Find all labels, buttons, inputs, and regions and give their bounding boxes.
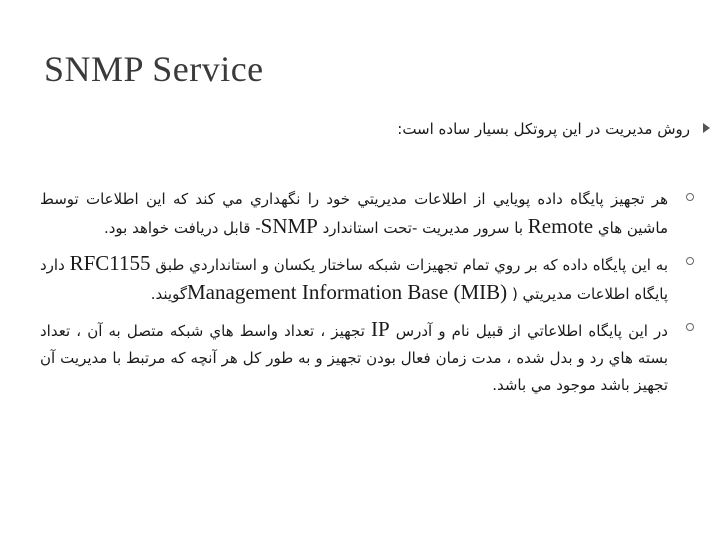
- sub-bullet-1: [40, 186, 668, 242]
- circle-bullet-icon: [686, 193, 694, 201]
- term-snmp: SNMP: [260, 214, 318, 238]
- sub-bullet-list: [40, 186, 668, 407]
- slide-title: SNMP Service: [44, 49, 264, 89]
- sub-bullet-1-part2: با سرور مديريت -تحت استاندارد: [317, 219, 528, 237]
- sub-bullet-3-part2: تجهيز ، تعداد واسط هاي شبكه متصل به آن ، تعداد بسته هاي رد و بدل شده ، مدت زمان فعال بودن تجهيز و به طور كل هر آنچه كه مرتبط با مديريت آن تجهيز باشد موجود مي باشد.: [40, 322, 668, 394]
- sub-bullet-1-part3: - قابل دريافت خواهد بود.: [103, 219, 261, 237]
- circle-bullet-icon: [686, 323, 694, 331]
- sub-bullet-2: [40, 250, 668, 308]
- sub-bullet-3-part1: در اين پايگاه اطلاعاتي از قبيل نام و آدرس: [389, 322, 668, 340]
- main-bullet-text: روش مديريت در اين پروتكل بسيار ساده است:: [397, 120, 690, 138]
- circle-bullet-icon: [686, 257, 694, 265]
- sub-bullet-2-part3: گويند.: [150, 285, 187, 303]
- main-bullet: [50, 118, 690, 140]
- sub-bullet-2-part1: به اين پايگاه داده كه بر روي تمام تجهيزات شبكه ساختار يكسان و استانداردي طبق: [150, 256, 668, 274]
- sub-bullet-3: [40, 316, 668, 399]
- term-mib: Management Information Base (MIB): [187, 280, 508, 304]
- term-rfc1155: RFC1155: [69, 251, 151, 275]
- term-ip: IP: [371, 317, 390, 341]
- triangle-bullet-icon: [703, 123, 710, 133]
- sub-bullet-1-part1: هر تجهيز پايگاه داده پويايي از اطلاعات مديريتي خود را نگهداري مي كند كه اين اطلاعات توسط ماشين هاي: [40, 190, 668, 237]
- term-remote: Remote: [527, 214, 594, 238]
- sub-bullet-2-part2: دارد پايگاه اطلاعات مديريتي (: [40, 256, 668, 303]
